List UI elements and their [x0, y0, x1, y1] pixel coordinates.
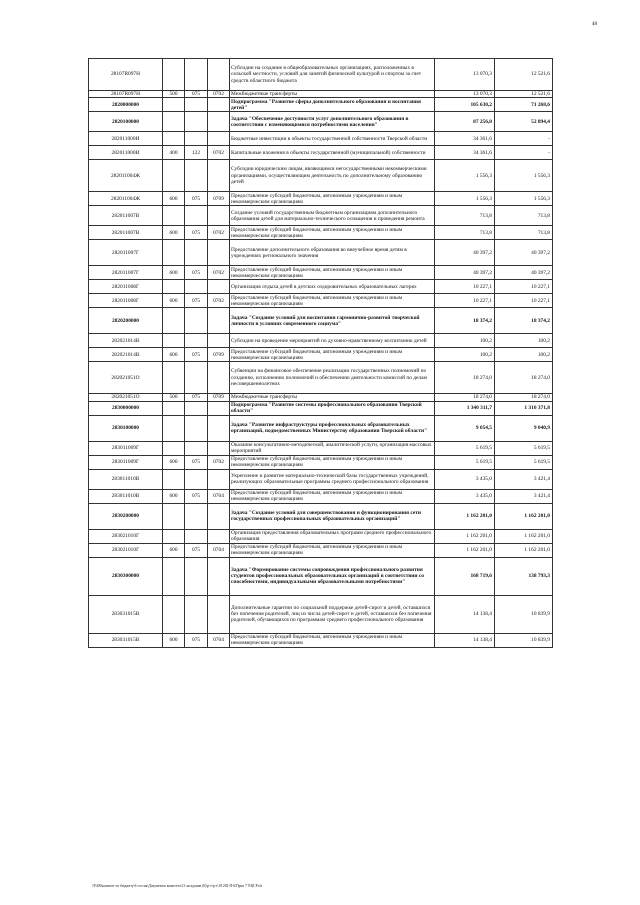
row-code: 282021051О	[89, 394, 163, 401]
table-row	[89, 633, 553, 647]
row-ved	[163, 529, 185, 543]
row-code: 2830100000	[89, 415, 163, 441]
row-value-1: 13 070,3	[435, 91, 495, 98]
row-pr: 0709	[208, 394, 230, 401]
row-rz	[185, 132, 208, 146]
row-pr: 0704	[208, 489, 230, 503]
row-rz	[185, 503, 208, 529]
row-rz: 122	[185, 146, 208, 160]
row-rz	[185, 98, 208, 112]
row-name: Задача "Создание условий для совершенствования и функционирования сети государственных профессиональных образовательных организаций"	[230, 503, 435, 529]
row-value-1: 14 138,4	[435, 595, 495, 633]
row-ved	[163, 441, 185, 455]
row-value-2: 10 227,1	[495, 280, 553, 294]
table-row	[89, 362, 553, 394]
table-row	[89, 557, 553, 595]
row-pr	[208, 98, 230, 112]
row-code: 282021014В	[89, 348, 163, 362]
row-value-2: 1 556,3	[495, 192, 553, 206]
row-value-1: 87 256,0	[435, 112, 495, 132]
table-row	[89, 308, 553, 334]
row-name: Предоставление субсидий бюджетным, автономным учреждениям и иным некоммерческим организациям	[230, 489, 435, 503]
row-pr: 0702	[208, 294, 230, 308]
row-ved: 600	[163, 489, 185, 503]
table-row	[89, 294, 553, 308]
row-pr	[208, 469, 230, 489]
table-row	[89, 401, 553, 415]
row-code: 2830200000	[89, 503, 163, 529]
row-code: 282011004Ж	[89, 192, 163, 206]
row-pr	[208, 595, 230, 633]
table-row	[89, 132, 553, 146]
table-body	[89, 59, 553, 648]
footer-file-path: \\F400\комитет по бюджету\6 сессия\Документы комитета\13 заседание (6)\р-т\р-т\18 282-П-6\Прил 7 9\ЦСР.xls	[92, 884, 263, 888]
row-pr	[208, 529, 230, 543]
row-value-1: 40 397,2	[435, 266, 495, 280]
table-row	[89, 348, 553, 362]
row-name: Предоставление субсидий бюджетным, автономным учреждениям и иным некоммерческим организациям	[230, 266, 435, 280]
row-rz	[185, 595, 208, 633]
row-pr	[208, 308, 230, 334]
row-value-1: 5 619,5	[435, 441, 495, 455]
row-name: Организация отдыха детей в детских оздоровительных образовательных лагерях	[230, 280, 435, 294]
row-name: Оказание консультативно-методической, аналитической услуги, организация массовых мероприятий	[230, 441, 435, 455]
row-code: 282011007Г	[89, 240, 163, 266]
row-code: 282011004Ж	[89, 160, 163, 192]
row-value-2: 713,8	[495, 226, 553, 240]
row-pr	[208, 557, 230, 595]
row-rz	[185, 334, 208, 348]
row-rz	[185, 280, 208, 294]
row-value-1: 14 138,4	[435, 633, 495, 647]
row-code: 283011009Г	[89, 455, 163, 469]
row-pr	[208, 401, 230, 415]
row-rz: 075	[185, 348, 208, 362]
row-value-2: 5 619,5	[495, 441, 553, 455]
table-row	[89, 334, 553, 348]
row-ved: 600	[163, 348, 185, 362]
row-rz	[185, 240, 208, 266]
row-pr	[208, 59, 230, 91]
row-name: Задача "Формирование системы сопровождения профессионального развития студентов профессиональных образовательных организаций в соответствии со способностями, индивидуальными образовательными потребностями"	[230, 557, 435, 595]
row-code: 283011009Г	[89, 441, 163, 455]
row-rz	[185, 206, 208, 226]
row-pr: 0709	[208, 192, 230, 206]
row-name: Предоставление субсидий бюджетным, автономным учреждениям и иным некоммерческим организациям	[230, 543, 435, 557]
row-rz: 075	[185, 226, 208, 240]
row-value-1: 34 361,6	[435, 146, 495, 160]
row-name: Предоставление субсидий бюджетным, автономным учреждениям и иным некоммерческим организациям	[230, 294, 435, 308]
row-ved	[163, 503, 185, 529]
row-name: Предоставление субсидий бюджетным, автономным учреждениям и иным некоммерческим организациям	[230, 455, 435, 469]
row-value-1: 1 162 201,0	[435, 529, 495, 543]
row-name: Капитальные вложения в объекты государственной (муниципальной) собственности	[230, 146, 435, 160]
row-value-1: 34 361,6	[435, 132, 495, 146]
row-code: 283011010В	[89, 469, 163, 489]
row-pr: 0704	[208, 633, 230, 647]
row-name: Субсидии юридическим лицам, являющимся негосударственными некоммерческими организациями, осуществляющим деятельность по дополнительному образованию детей	[230, 160, 435, 192]
budget-table	[88, 58, 553, 648]
row-ved	[163, 401, 185, 415]
row-value-2: -	[495, 132, 553, 146]
row-pr	[208, 160, 230, 192]
row-rz	[185, 160, 208, 192]
table-row	[89, 441, 553, 455]
row-value-2: 18 374,2	[495, 308, 553, 334]
table-row	[89, 595, 553, 633]
row-name: Субсидии на проведение мероприятий по духовно-нравственному воспитанию детей	[230, 334, 435, 348]
row-code: 28107R097Н	[89, 91, 163, 98]
row-code: 282011000И	[89, 132, 163, 146]
row-value-2: 40 397,2	[495, 266, 553, 280]
row-value-2: 12 521,6	[495, 59, 553, 91]
row-rz	[185, 362, 208, 394]
row-rz	[185, 308, 208, 334]
row-name: Задача "Развитие инфраструктуры профессиональных образовательных организаций, подведомственных Министерству образования Тверской области"	[230, 415, 435, 441]
row-value-1: 100,2	[435, 348, 495, 362]
row-rz: 075	[185, 633, 208, 647]
row-pr: 0702	[208, 91, 230, 98]
row-name: Предоставление субсидий бюджетным, автономным учреждениям и иным некоммерческим организациям	[230, 633, 435, 647]
row-ved: 600	[163, 543, 185, 557]
row-rz: 075	[185, 489, 208, 503]
row-ved: 400	[163, 146, 185, 160]
row-ved	[163, 469, 185, 489]
row-rz	[185, 59, 208, 91]
row-rz: 075	[185, 192, 208, 206]
row-value-2: 12 521,6	[495, 91, 553, 98]
row-value-2: 1 310 371,8	[495, 401, 553, 415]
row-code: 2820200000	[89, 308, 163, 334]
row-ved	[163, 160, 185, 192]
row-pr	[208, 112, 230, 132]
row-name: Укрепление и развитие материально-технической базы государственных учреждений, реализующих образовательные программы среднего профессионального образования	[230, 469, 435, 489]
table-row	[89, 489, 553, 503]
row-value-1: 713,8	[435, 206, 495, 226]
row-value-2: 71 268,6	[495, 98, 553, 112]
row-value-2: 713,8	[495, 206, 553, 226]
row-name: Субвенции на финансовое обеспечение реализации государственных полномочий по созданию, исполнению полномочий и обеспечению деятельности комиссий по делам несовершеннолетних	[230, 362, 435, 394]
row-value-1: 105 630,2	[435, 98, 495, 112]
row-name: Бюджетные инвестиции в объекты государственной собственности Тверской области	[230, 132, 435, 146]
row-ved	[163, 112, 185, 132]
row-value-1: 100,2	[435, 334, 495, 348]
row-name: Межбюджетные трансферты	[230, 91, 435, 98]
row-ved	[163, 415, 185, 441]
row-value-2: 9 040,9	[495, 415, 553, 441]
row-value-2: 18 274,0	[495, 394, 553, 401]
row-name: Подпрограмма "Развитие системы профессионального образования Тверской области"	[230, 401, 435, 415]
row-code: 283021010Г	[89, 529, 163, 543]
row-value-2: 138 793,3	[495, 557, 553, 595]
row-value-1: 713,8	[435, 226, 495, 240]
row-rz	[185, 557, 208, 595]
table-row	[89, 240, 553, 266]
row-code: 282011007Г	[89, 266, 163, 280]
row-rz: 075	[185, 266, 208, 280]
table-row	[89, 529, 553, 543]
row-value-2: -	[495, 146, 553, 160]
row-value-1: 1 162 201,0	[435, 503, 495, 529]
table-row	[89, 206, 553, 226]
row-pr	[208, 503, 230, 529]
row-value-1: 3 435,0	[435, 489, 495, 503]
row-ved	[163, 132, 185, 146]
row-name: Предоставление субсидий бюджетным, автономным учреждениям и иным некоммерческим организациям	[230, 348, 435, 362]
table-row	[89, 415, 553, 441]
row-value-1: 9 054,5	[435, 415, 495, 441]
row-value-1: 1 556,3	[435, 160, 495, 192]
row-ved	[163, 240, 185, 266]
table-row	[89, 59, 553, 91]
table-row	[89, 192, 553, 206]
row-value-2: 1 162 201,0	[495, 529, 553, 543]
row-rz: 075	[185, 543, 208, 557]
row-value-2: 3 421,4	[495, 469, 553, 489]
row-value-1: 3 435,0	[435, 469, 495, 489]
row-name: Организация предоставления образовательных программ среднего профессионального образования	[230, 529, 435, 543]
row-ved: 600	[163, 294, 185, 308]
row-ved	[163, 334, 185, 348]
table-row	[89, 112, 553, 132]
row-ved	[163, 280, 185, 294]
row-value-2: 1 556,3	[495, 160, 553, 192]
row-pr	[208, 280, 230, 294]
row-ved: 500	[163, 394, 185, 401]
row-ved	[163, 557, 185, 595]
row-ved: 500	[163, 91, 185, 98]
row-ved	[163, 362, 185, 394]
row-pr	[208, 132, 230, 146]
row-pr: 0702	[208, 455, 230, 469]
row-pr: 0709	[208, 348, 230, 362]
table-row	[89, 543, 553, 557]
row-pr	[208, 240, 230, 266]
row-code: 283031015В	[89, 595, 163, 633]
row-code: 2830000000	[89, 401, 163, 415]
row-code: 282011008Г	[89, 280, 163, 294]
row-pr	[208, 206, 230, 226]
table-row	[89, 266, 553, 280]
row-value-2: 10 839,9	[495, 633, 553, 647]
row-name: Предоставление субсидий бюджетным, автономным учреждениям и иным некоммерческим организациям	[230, 192, 435, 206]
row-name: Задача "Создание условий для воспитания гармонично-развитой творческой личности в условиях современного социума"	[230, 308, 435, 334]
row-pr: 0704	[208, 543, 230, 557]
table-row	[89, 98, 553, 112]
table-row	[89, 146, 553, 160]
table-row	[89, 160, 553, 192]
row-value-1: 1 162 201,0	[435, 543, 495, 557]
row-rz	[185, 441, 208, 455]
row-ved	[163, 595, 185, 633]
row-value-2: 40 397,2	[495, 240, 553, 266]
row-code: 283031015В	[89, 633, 163, 647]
row-ved: 600	[163, 633, 185, 647]
table-row	[89, 455, 553, 469]
row-pr	[208, 415, 230, 441]
row-name: Подпрограмма "Развитие сферы дополнительного образования и воспитания детей"	[230, 98, 435, 112]
row-value-1: 18 274,0	[435, 362, 495, 394]
row-rz: 075	[185, 394, 208, 401]
row-rz	[185, 112, 208, 132]
row-name: Субсидии на создание в общеобразовательных организациях, расположенных в сельской местности, условий для занятий физической культурой и спортом за счет средств областного бюджета	[230, 59, 435, 91]
row-code: 282011007В	[89, 226, 163, 240]
row-value-2: 100,2	[495, 334, 553, 348]
row-ved	[163, 59, 185, 91]
row-code: 2820000000	[89, 98, 163, 112]
row-code: 2820100000	[89, 112, 163, 132]
row-value-2: 1 162 201,0	[495, 543, 553, 557]
row-value-1: 10 227,1	[435, 294, 495, 308]
row-rz	[185, 401, 208, 415]
row-value-1: 13 070,3	[435, 59, 495, 91]
table-row	[89, 394, 553, 401]
row-ved: 600	[163, 226, 185, 240]
row-pr	[208, 334, 230, 348]
row-name: Предоставление дополнительного образования во внеучебное время детям в учреждениях регионального значения	[230, 240, 435, 266]
row-name: Задача "Обеспечение доступности услуг дополнительного образования в соответствии с изменяющимися потребностями населения"	[230, 112, 435, 132]
row-ved	[163, 98, 185, 112]
row-ved: 600	[163, 266, 185, 280]
row-code: 282011008Г	[89, 294, 163, 308]
row-pr: 0702	[208, 226, 230, 240]
table-row	[89, 226, 553, 240]
row-value-2: 5 619,5	[495, 455, 553, 469]
row-value-1: 10 227,1	[435, 280, 495, 294]
row-name: Создание условий государственным бюджетным организациям дополнительного образования детей для материально-технического оснащения и проведения ремонта	[230, 206, 435, 226]
row-ved	[163, 206, 185, 226]
table-row	[89, 503, 553, 529]
row-code: 282021051О	[89, 362, 163, 394]
row-value-2: 3 421,4	[495, 489, 553, 503]
row-value-2: 52 894,4	[495, 112, 553, 132]
row-value-1: 40 397,2	[435, 240, 495, 266]
row-name: Межбюджетные трансферты	[230, 394, 435, 401]
row-pr: 0702	[208, 266, 230, 280]
row-pr	[208, 362, 230, 394]
row-value-1: 18 274,0	[435, 394, 495, 401]
row-value-1: 1 340 311,7	[435, 401, 495, 415]
row-code: 283021010Г	[89, 543, 163, 557]
row-rz: 075	[185, 455, 208, 469]
page-number: 48	[592, 22, 597, 27]
row-ved: 600	[163, 192, 185, 206]
row-value-1: 5 619,5	[435, 455, 495, 469]
row-rz	[185, 415, 208, 441]
row-rz: 075	[185, 91, 208, 98]
table-row	[89, 280, 553, 294]
row-pr	[208, 441, 230, 455]
row-code: 2830300000	[89, 557, 163, 595]
row-name: Предоставление субсидий бюджетным, автономным учреждениям и иным некоммерческим организациям	[230, 226, 435, 240]
row-rz: 075	[185, 294, 208, 308]
row-value-2: 100,2	[495, 348, 553, 362]
row-value-1: 168 719,6	[435, 557, 495, 595]
row-name: Дополнительные гарантии по социальной поддержке детей-сирот и детей, оставшихся без попечения родителей, лиц из числа детей-сирот и детей, оставшихся без попечения родителей, обучающихся по программам среднего профессионального образования	[230, 595, 435, 633]
row-value-2: 10 227,1	[495, 294, 553, 308]
row-value-2: 1 162 201,0	[495, 503, 553, 529]
table-row	[89, 469, 553, 489]
row-code: 282011000И	[89, 146, 163, 160]
row-code: 282021014В	[89, 334, 163, 348]
row-value-1: 18 374,2	[435, 308, 495, 334]
row-ved: 600	[163, 455, 185, 469]
row-value-2: 18 274,0	[495, 362, 553, 394]
row-pr: 0702	[208, 146, 230, 160]
row-rz	[185, 469, 208, 489]
row-value-1: 1 556,3	[435, 192, 495, 206]
row-value-2: 10 839,9	[495, 595, 553, 633]
row-ved	[163, 308, 185, 334]
table-row	[89, 91, 553, 98]
row-rz	[185, 529, 208, 543]
row-code: 28107R097Н	[89, 59, 163, 91]
row-code: 283011010В	[89, 489, 163, 503]
row-code: 282011007В	[89, 206, 163, 226]
